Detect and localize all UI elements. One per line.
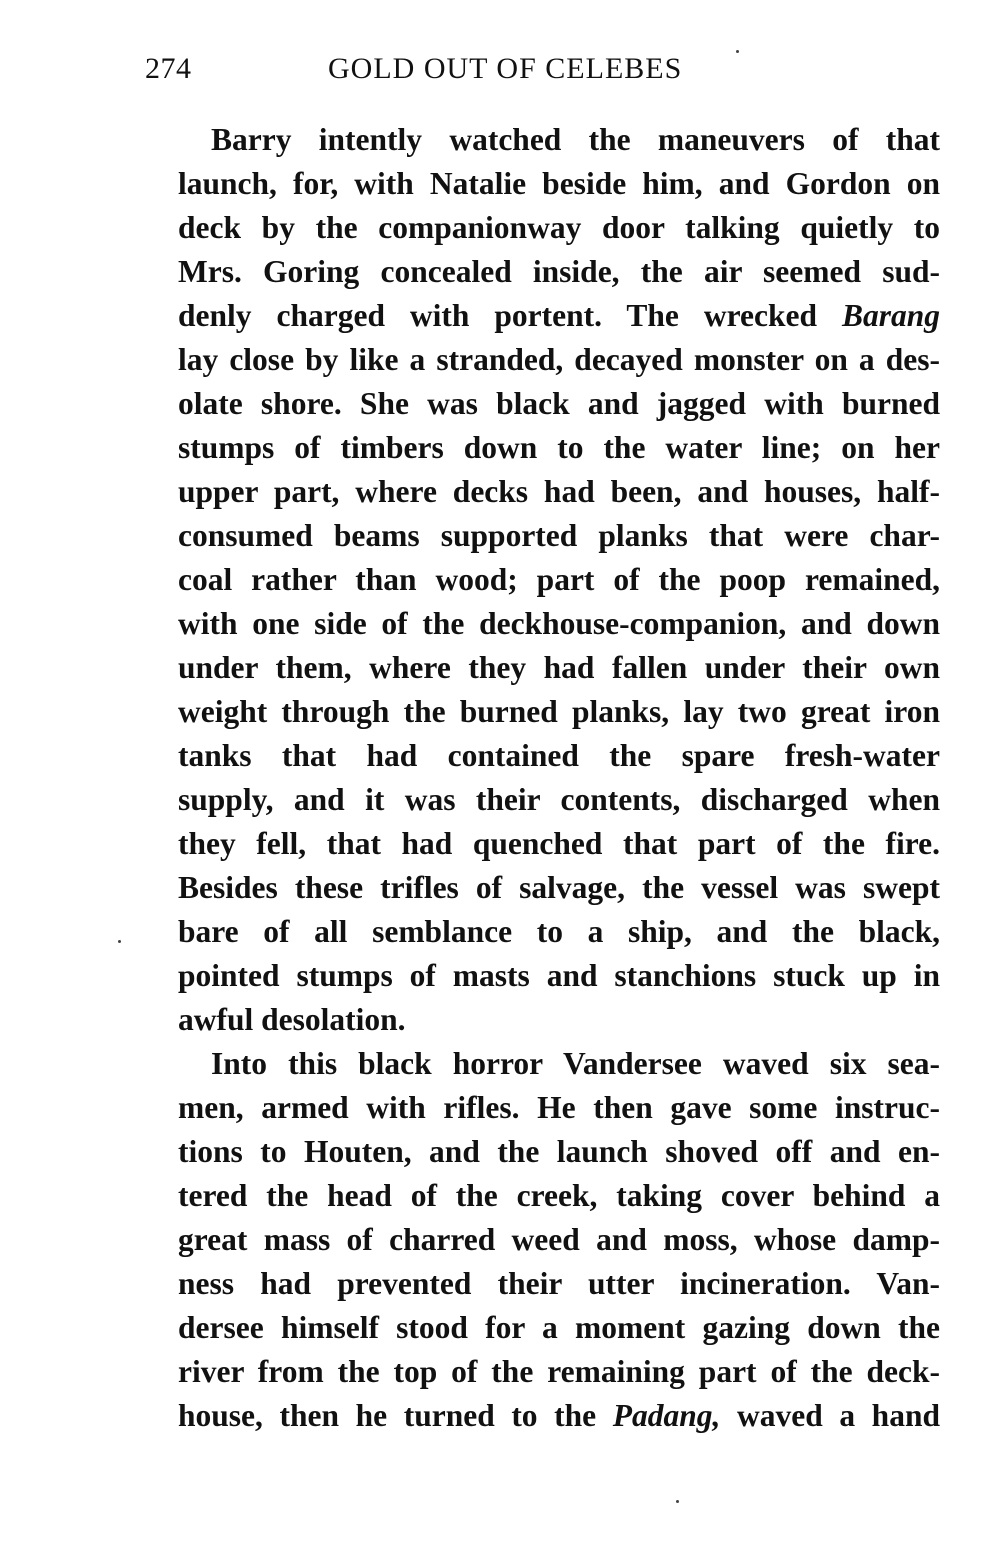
text-line: lay close by like a stranded, decayed monster on a des- — [178, 342, 940, 377]
paragraph-1 — [145, 118, 940, 1042]
text-line: Barry intently watched the maneuvers of that — [211, 122, 940, 157]
text-line: men, armed with rifles. He then gave some instruc- — [178, 1090, 940, 1125]
text-line: coal rather than wood; part of the poop remained, — [178, 562, 940, 597]
text-line: tions to Houten, and the launch shoved off and en- — [178, 1134, 940, 1169]
text-segment: house, then he turned to the — [178, 1398, 613, 1433]
text-line: pointed stumps of masts and stanchions stuck up in — [178, 958, 940, 993]
text-line: launch, for, with Natalie beside him, and Gordon on — [178, 166, 940, 201]
text-line: dersee himself stood for a moment gazing down the — [178, 1310, 940, 1345]
page-number: 274 — [145, 52, 192, 85]
text-line: deck by the companionway door talking quietly to — [178, 210, 940, 245]
text-line: tanks that had contained the spare fresh-water — [178, 738, 940, 773]
body-text — [145, 118, 940, 1438]
text-line: they fell, that had quenched that part of the fire. — [178, 826, 940, 861]
text-line: upper part, where decks had been, and houses, half- — [178, 474, 940, 509]
text-line: under them, where they had fallen under their own — [178, 650, 940, 685]
text-line: olate shore. She was black and jagged with burned — [178, 386, 940, 421]
text-line: supply, and it was their contents, discharged when — [178, 782, 940, 817]
text-line: Mrs. Goring concealed inside, the air seemed sud- — [178, 254, 940, 289]
text-line: ness had prevented their utter incineration. Van- — [178, 1266, 940, 1301]
print-speck — [118, 940, 121, 943]
text-line: consumed beams supported planks that were char- — [178, 518, 940, 553]
text-line: weight through the burned planks, lay two great iron — [178, 694, 940, 729]
text-segment: waved a hand — [720, 1398, 940, 1433]
text-line: great mass of charred weed and moss, whose damp- — [178, 1222, 940, 1257]
print-speck — [736, 50, 739, 53]
ship-name-padang: Padang, — [612, 1398, 721, 1433]
print-speck — [676, 1500, 679, 1503]
page-header — [145, 52, 945, 102]
text-line — [145, 294, 940, 338]
paragraph-2 — [145, 1042, 940, 1438]
ship-name-barang: Barang — [841, 298, 940, 333]
text-line — [145, 1394, 940, 1438]
text-line: Besides these trifles of salvage, the vessel was swept — [178, 870, 940, 905]
text-line: stumps of timbers down to the water line; on her — [178, 430, 940, 465]
text-line: tered the head of the creek, taking cover behind a — [178, 1178, 940, 1213]
running-title: GOLD OUT OF CELEBES — [328, 52, 683, 85]
text-line: Into this black horror Vandersee waved six sea- — [211, 1046, 940, 1081]
text-line: awful desolation. — [178, 1002, 406, 1037]
text-line: river from the top of the remaining part of the deck- — [178, 1354, 940, 1389]
text-segment: denly charged with portent. The wrecked — [178, 298, 842, 333]
text-line: with one side of the deckhouse-companion, and down — [178, 606, 940, 641]
text-line: bare of all semblance to a ship, and the black, — [178, 914, 940, 949]
